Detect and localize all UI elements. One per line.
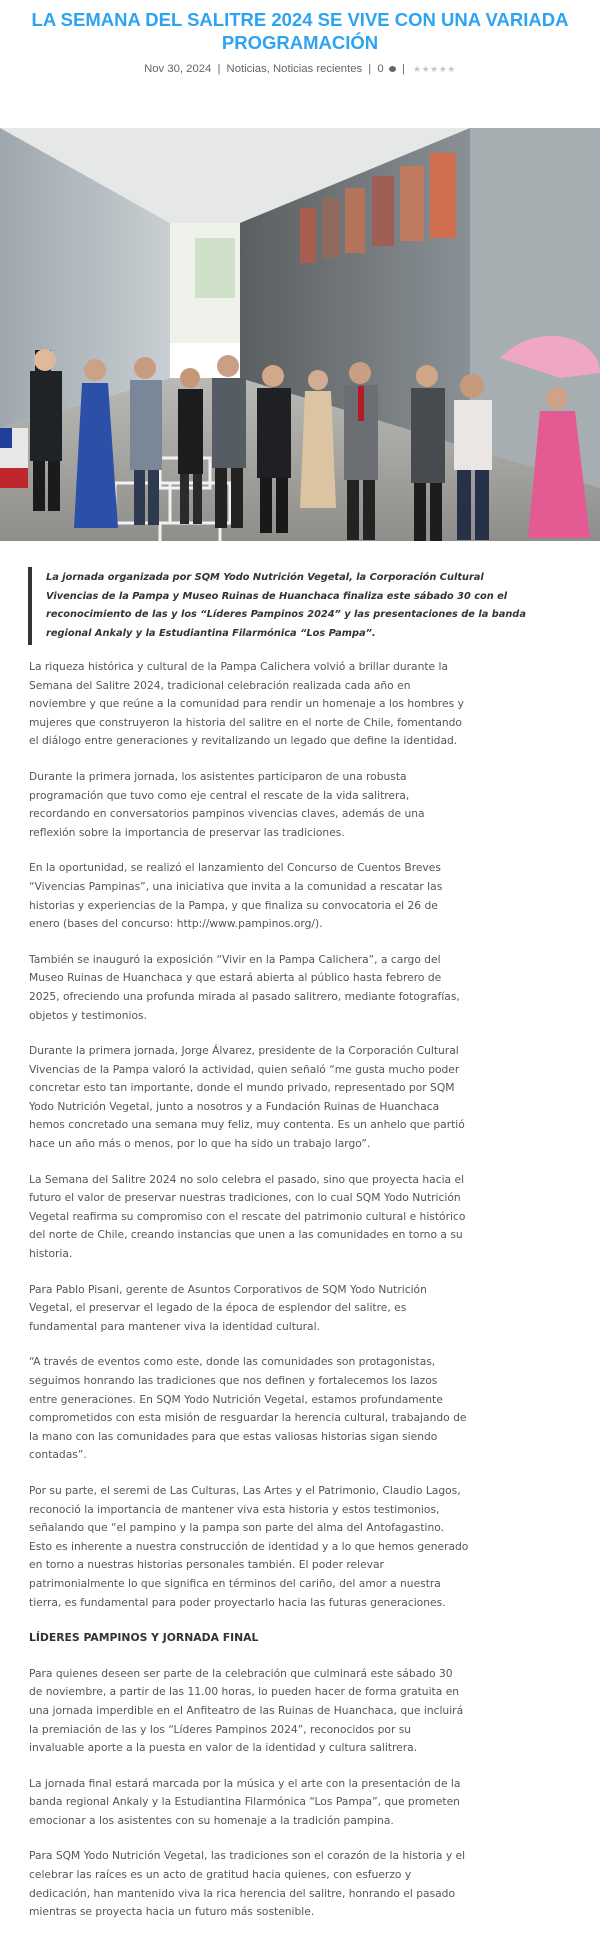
- body-paragraph: “A través de eventos como este, donde las comunidades son protagonistas, seguimos honrando las tradiciones que nos definen y fortalecemos los lazos entre generaciones. En SQM Yodo Nutrición Vegetal, estamos profundamente comprometidos con esta misión de resguardar la herencia cultural, trabajando de la mano con las comunidades para que estas valiosas historias sigan siendo contadas”.: [29, 1355, 467, 1462]
- body-paragraph: La riqueza histórica y cultural de la Pampa Calichera volvió a brillar durante la Semana del Salitre 2024, tradicional celebración realizada cada año en noviembre y que reúne a la comunidad para rendir un homenaje a los hombres y mujeres que construyeron la historia del salitre en el norte de Chile, fomentando el diálogo entre generaciones y revitalizando un legado que define la identidad.: [29, 660, 464, 748]
- category-separator: ,: [266, 63, 270, 76]
- body-paragraph: La jornada final estará marcada por la música y el arte con la presentación de la banda regional Ankaly y la Estudiantina Filarmónica “Los Pampa”, que prometen emocionar a los asistentes con su homenaje a la tradición pampina.: [29, 1776, 461, 1827]
- group-photo-illustration: [0, 128, 600, 541]
- article-body: [29, 658, 469, 1939]
- post-meta: [0, 61, 600, 77]
- body-paragraph: Para quienes deseen ser parte de la celebración que culminará este sábado 30 de noviembre, a partir de las 11.00 horas, lo pueden hacer de forma gratuita en una jornada imperdible en el Anfiteatro de las Ruinas de Huanchaca, que incluirá la premiación de las y los “Líderes Pampinos 2024”, reconocidos por su invaluable aporte a la puesta en valor de la identidad y cultura salitrera.: [29, 1666, 464, 1755]
- rating-stars[interactable]: ★★★★★: [413, 64, 456, 75]
- meta-separator: |: [401, 63, 405, 76]
- comments-link[interactable]: [377, 61, 395, 77]
- body-paragraph: En la oportunidad, se realizó el lanzamiento del Concurso de Cuentos Breves “Vivencias Pampinas”, una iniciativa que invita a la comunidad a rescatar las historias y experiencias de la Pampa, y que finaliza su convocatoria el 26 de enero (bases del concurso: http://www.pampinos.org/).: [29, 861, 443, 931]
- meta-separator: |: [368, 63, 372, 76]
- section-subheading: LÍDERES PAMPINOS Y JORNADA FINAL: [29, 1631, 259, 1645]
- article-featured-image: [0, 128, 600, 541]
- body-paragraph: Durante la primera jornada, los asistentes participaron de una robusta programación que tuvo como eje central el rescate de la vida salitrera, recordando en conversatorios pampinos vivencias claves, además de una reflexión sobre la importancia de preservar las tradiciones.: [29, 769, 425, 839]
- body-paragraph: La Semana del Salitre 2024 no solo celebra el pasado, sino que proyecta hacia el futuro el valor de preservar nuestras tradiciones, con lo cual SQM Yodo Nutrición Vegetal reafirma su compromiso con el rescate del patrimonio cultural e histórico del norte de Chile, creando instancias que unen a las comunidades en torno a su historia.: [29, 1172, 466, 1261]
- comment-icon: [389, 66, 396, 72]
- article-lead-quote: La jornada organizada por SQM Yodo Nutrición Vegetal, la Corporación Cultural Vivencias de la Pampa y Museo Ruinas de Huanchaca finaliza este sábado 30 con el reconocimiento de las y los “Líderes Pampinos 2024” y las presentaciones de la banda regional Ankaly y la Estudiantina Filarmónica “Los Pampa”.: [28, 567, 526, 645]
- body-paragraph: Por su parte, el seremi de Las Culturas, Las Artes y el Patrimonio, Claudio Lagos, reconoció la importancia de mantener viva esta historia y estos testimonios, señalando que “el pampino y la pampa son parte del alma del Antofagastino. Esto es inherente a nuestra construcción de identidad y a lo que hemos generado en torno a nuestras historias personales también. El poder relevar patrimonialmente lo que significa en términos del cariño, del amor a nuestra tierra, es fundamental para poder proyectarlo hacia las futuras generaciones.: [29, 1483, 469, 1609]
- category-link-noticias-recientes[interactable]: Noticias recientes: [273, 63, 363, 76]
- body-paragraph: Para SQM Yodo Nutrición Vegetal, las tradiciones son el corazón de la historia y el celebrar las raíces es un acto de gratitud hacia quienes, con esfuerzo y dedicación, han mantenido viva la rica herencia del salitre, honrando el pasado mientras se proyecta hacia un futuro más sostenible.: [29, 1849, 466, 1919]
- body-paragraph: Durante la primera jornada, Jorge Álvarez, presidente de la Corporación Cultural Vivencias de la Pampa valoró la actividad, quien señaló “me gusta mucho poder concretar esto tan importante, donde el mundo privado, representado por SQM Yodo Nutrición Vegetal, junto a nosotros y a Fundación Ruinas de Huanchaca hemos concretado una semana muy feliz, muy contenta. Es un anhelo que partió hace un año más o menos, por lo que ha sido un trabajo largo”.: [29, 1044, 465, 1151]
- category-link-noticias[interactable]: Noticias: [226, 63, 267, 76]
- article-title: LA SEMANA DEL SALITRE 2024 SE VIVE CON UNA VARIADA PROGRAMACIÓN: [31, 9, 569, 53]
- post-date: Nov 30, 2024: [144, 63, 212, 76]
- body-paragraph: Para Pablo Pisani, gerente de Asuntos Corporativos de SQM Yodo Nutrición Vegetal, el preservar el legado de la época de esplendor del salitre, es fundamental para mantener viva la identidad cultural.: [29, 1282, 427, 1333]
- meta-separator: |: [217, 63, 221, 76]
- comments-count: 0: [377, 63, 384, 76]
- body-paragraph: También se inauguró la exposición “Vivir en la Pampa Calichera”, a cargo del Museo Ruinas de Huanchaca y que estará abierta al público hasta febrero de 2025, ofreciendo una profunda mirada al pasado salitrero, mediante fotografías, objetos y testimonios.: [29, 952, 460, 1022]
